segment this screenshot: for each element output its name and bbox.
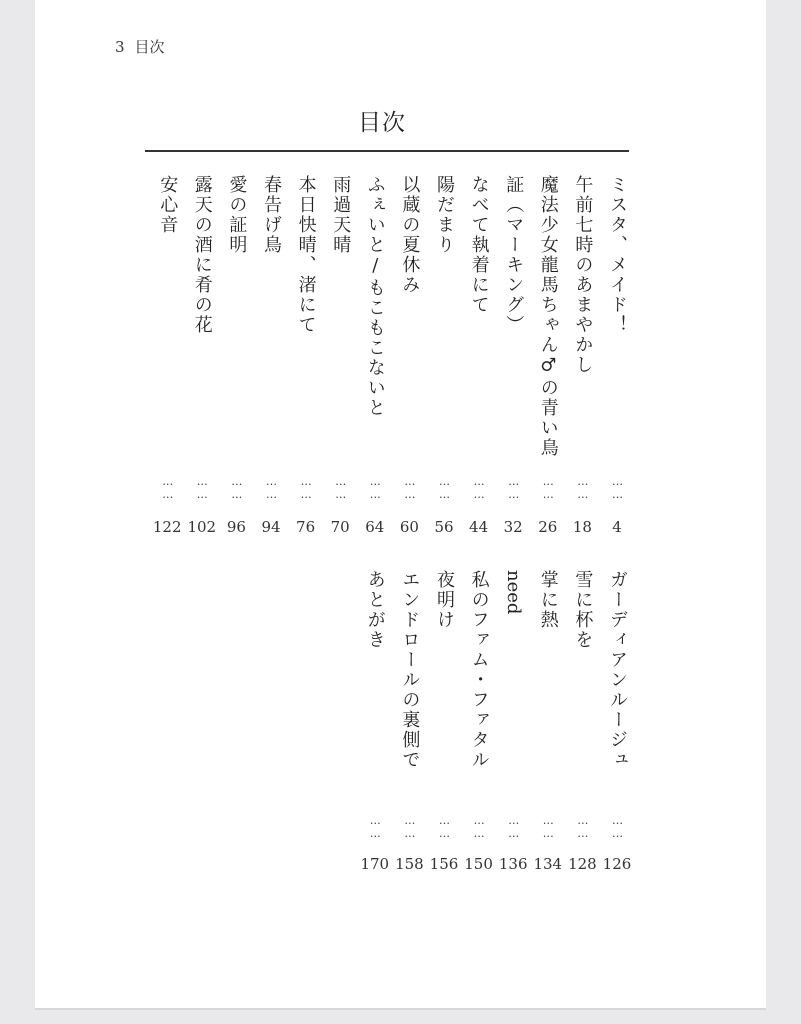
toc-leader-dots: ……	[403, 475, 417, 501]
toc-leader-dots: ……	[265, 475, 278, 501]
running-header	[115, 36, 165, 57]
toc-leader-dots: ……	[472, 814, 486, 840]
toc-leader-dots: ……	[541, 475, 555, 501]
page-edge-shadow	[35, 1008, 766, 1010]
toc-leader-dots: ……	[368, 475, 382, 501]
toc-leader-dots: ……	[334, 475, 348, 501]
toc-page-number: 64	[365, 518, 385, 536]
toc-entry-title: 私のファム・ファタル	[468, 570, 490, 770]
toc-entry-title: ミスタ、メイド！	[607, 175, 628, 335]
toc-leader-dots: ……	[438, 475, 451, 501]
toc-entry-title: 愛の証明	[226, 175, 248, 255]
toc-leader-dots: ……	[299, 475, 313, 501]
title-divider	[145, 150, 629, 152]
toc-title: 目次	[358, 110, 406, 136]
toc-page-number: 150	[464, 855, 493, 873]
toc-leader-dots: ……	[403, 814, 417, 840]
document-page	[35, 0, 766, 1008]
toc-leader-dots: ……	[507, 475, 521, 501]
toc-entry-title: 以蔵の夏休み	[399, 175, 421, 295]
toc-leader-dots: ……	[472, 475, 486, 501]
toc-page-number: 32	[503, 518, 523, 536]
toc-entry-title: need	[503, 570, 525, 615]
page-number: 3	[115, 38, 125, 56]
toc-entry-title: 雨過天晴	[330, 175, 352, 255]
toc-entry-title: 午前七時のあまやかし	[572, 175, 594, 375]
toc-entry-title: なべて執着にて	[468, 175, 490, 315]
toc-leader-dots: ……	[576, 814, 590, 840]
toc-page-number: 102	[187, 518, 217, 536]
toc-page-number: 70	[330, 518, 350, 536]
toc-leader-dots: ……	[576, 475, 590, 501]
toc-page-number: 158	[395, 855, 424, 873]
toc-leader-dots: ……	[161, 475, 175, 501]
toc-leader-dots: ……	[195, 475, 209, 501]
toc-page-number: 126	[602, 855, 632, 873]
toc-entry-title: 証（マーキング）	[503, 175, 525, 335]
toc-entry-title: 夜明け	[434, 570, 455, 630]
toc-entry-title: エンドロールの裏側で	[399, 570, 421, 770]
toc-entry-title: ガーディアンルージュ	[607, 570, 628, 770]
toc-page-number: 44	[469, 518, 489, 536]
toc-page-number: 26	[538, 518, 558, 536]
toc-page-number: 170	[360, 855, 390, 873]
toc-entry-title: 魔法少女龍馬ちゃん♂の青い鳥	[537, 175, 559, 458]
toc-leader-dots: ……	[541, 814, 555, 840]
toc-leader-dots: ……	[438, 814, 451, 840]
toc-page-number: 96	[226, 518, 246, 536]
toc-entry-title: ふぇいと/もこもこないと	[364, 175, 386, 418]
toc-page-number: 128	[568, 855, 597, 873]
toc-page-number: 94	[261, 518, 281, 536]
toc-page-number: 4	[612, 518, 622, 536]
toc-page-number: 56	[434, 518, 454, 536]
toc-entry-title: 春告げ鳥	[261, 175, 282, 255]
toc-page-number: 122	[152, 518, 182, 536]
toc-leader-dots: ……	[368, 814, 382, 840]
toc-leader-dots: ……	[611, 814, 624, 840]
toc-page-number: 136	[498, 855, 528, 873]
toc-entry-title: 掌に熱	[537, 570, 559, 630]
toc-leader-dots: ……	[611, 475, 624, 501]
toc-page-number: 60	[399, 518, 419, 536]
toc-page-number: 18	[572, 518, 592, 536]
toc-entry-title: 陽だまり	[434, 175, 455, 255]
toc-entry-title: 雪に杯を	[572, 570, 594, 650]
toc-page-number: 134	[533, 855, 563, 873]
toc-page-number: 156	[429, 855, 459, 873]
toc-entry-title: 露天の酒に肴の花	[191, 175, 213, 335]
toc-leader-dots: ……	[507, 814, 521, 840]
toc-entry-title: 本日快晴、渚にて	[295, 175, 317, 335]
toc-leader-dots: ……	[230, 475, 244, 501]
toc-entry-title: あとがき	[364, 570, 386, 650]
toc-entry-title: 安心音	[157, 175, 179, 235]
header-section-title: 目次	[134, 38, 165, 56]
toc-page-number: 76	[296, 518, 316, 536]
